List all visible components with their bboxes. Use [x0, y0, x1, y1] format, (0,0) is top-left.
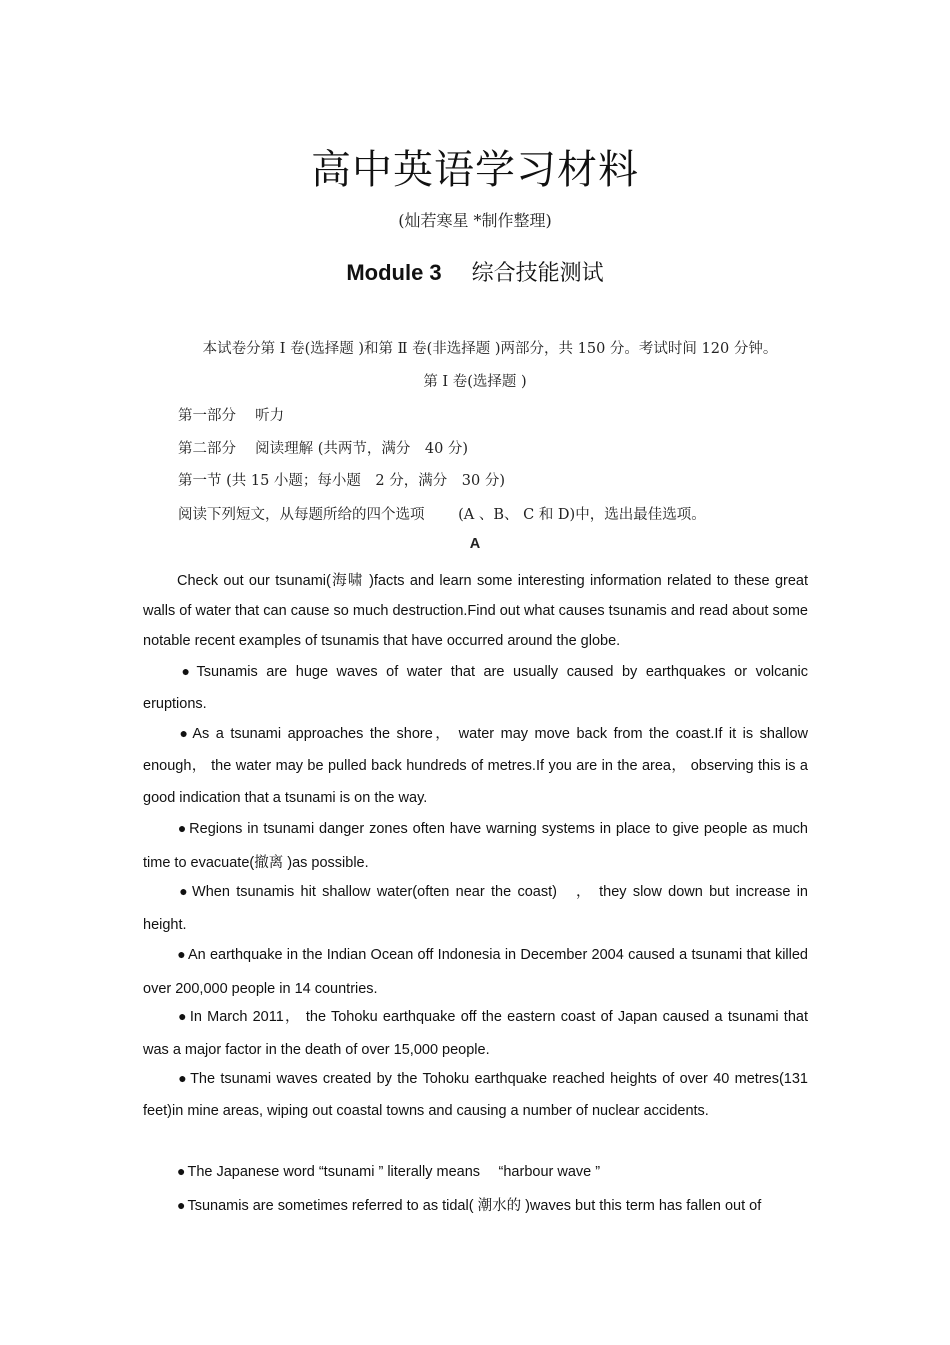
bullet-icon: ● [177, 820, 188, 836]
bullet-item [143, 937, 808, 1006]
bullet-icon: ● [177, 883, 191, 899]
bullet-text: The Japanese word “tsunami ” literally means “harbour wave ” [187, 1164, 601, 1180]
document-subtitle: (灿若寒星 *制作整理) [398, 211, 552, 230]
bullet-icon: ● [177, 1070, 189, 1086]
bullet-text: As a tsunami approaches the shore， water may move back from the coast.If it is shallow enough， the water may be pulled back hundreds of metres.If you are in the area， observing this is a good indication that a tsunami is on the way. [143, 726, 808, 806]
bullet-icon: ● [177, 663, 195, 679]
bullet-text: Tsunamis are huge waves of water that are usually caused by earthquakes or volcanic eruptions. [143, 664, 808, 712]
bullet-item [143, 655, 808, 720]
bullet-item [143, 717, 808, 814]
section-one-heading: 第一节 (共 15 小题；每小题 2 分，满分 30 分) [178, 473, 505, 489]
passage-intro [143, 566, 808, 656]
bullet-item [143, 811, 808, 880]
bullet-text: Regions in tsunami danger zones often have warning systems in place to give people as much time to evacuate(撤离 )as possible. [143, 821, 808, 871]
volume-heading: 第 Ⅰ 卷(选择题 ) [423, 374, 527, 390]
bullet-text: When tsunamis hit shallow water(often near the coast) ， they slow down but increase in height. [143, 884, 808, 933]
passage-label: A [469, 536, 481, 552]
bullet-icon: ● [177, 725, 191, 741]
part-one-heading: 第一部分 听力 [178, 408, 285, 424]
module-heading [0, 256, 950, 287]
bullet-icon: ● [177, 1163, 186, 1179]
bullet-icon: ● [177, 946, 186, 962]
passage-intro-text: Check out our tsunami(海啸 )facts and learn some interesting information related to these great walls of water that can cause so much destruction.Find out what causes tsunamis and read about some notable recent examples of tsunamis that have occurred around the globe. [143, 573, 808, 649]
bullet-item [143, 1155, 808, 1188]
module-name: 综合技能测试 [471, 261, 604, 286]
document-title: 高中英语学习材料 [311, 147, 639, 193]
bullet-text: Tsunamis are sometimes referred to as tidal( 潮水的 )waves but this term has fallen out of [187, 1198, 762, 1214]
exam-info-line: 本试卷分第 Ⅰ 卷(选择题 )和第 Ⅱ 卷(非选择题 )两部分，共 150 分。考试时间 120 分钟。 [202, 341, 778, 357]
directions-text: 阅读下列短文，从每题所给的四个选项 (A 、B、 C 和 D)中，选出最佳选项。 [178, 507, 706, 523]
bullet-text: In March 2011， the Tohoku earthquake off the eastern coast of Japan caused a tsunami that was a major factor in the death of over 15,000 people. [143, 1009, 808, 1058]
bullet-icon: ● [177, 1197, 186, 1213]
part-two-heading: 第二部分 阅读理解 (共两节，满分 40 分) [178, 441, 469, 457]
bullet-text: An earthquake in the Indian Ocean off Indonesia in December 2004 caused a tsunami that killed over 200,000 people in 14 countries. [143, 947, 808, 997]
bullet-item [143, 875, 808, 942]
bullet-text: The tsunami waves created by the Tohoku earthquake reached heights of over 40 metres(131 feet)in mine areas, wiping out coastal towns and causing a number of nuclear accidents. [143, 1071, 808, 1119]
module-number: Module 3 [346, 260, 442, 285]
bullet-icon: ● [177, 1008, 188, 1024]
bullet-item [143, 1000, 808, 1067]
bullet-item [143, 1062, 808, 1127]
bullet-item [143, 1189, 808, 1222]
